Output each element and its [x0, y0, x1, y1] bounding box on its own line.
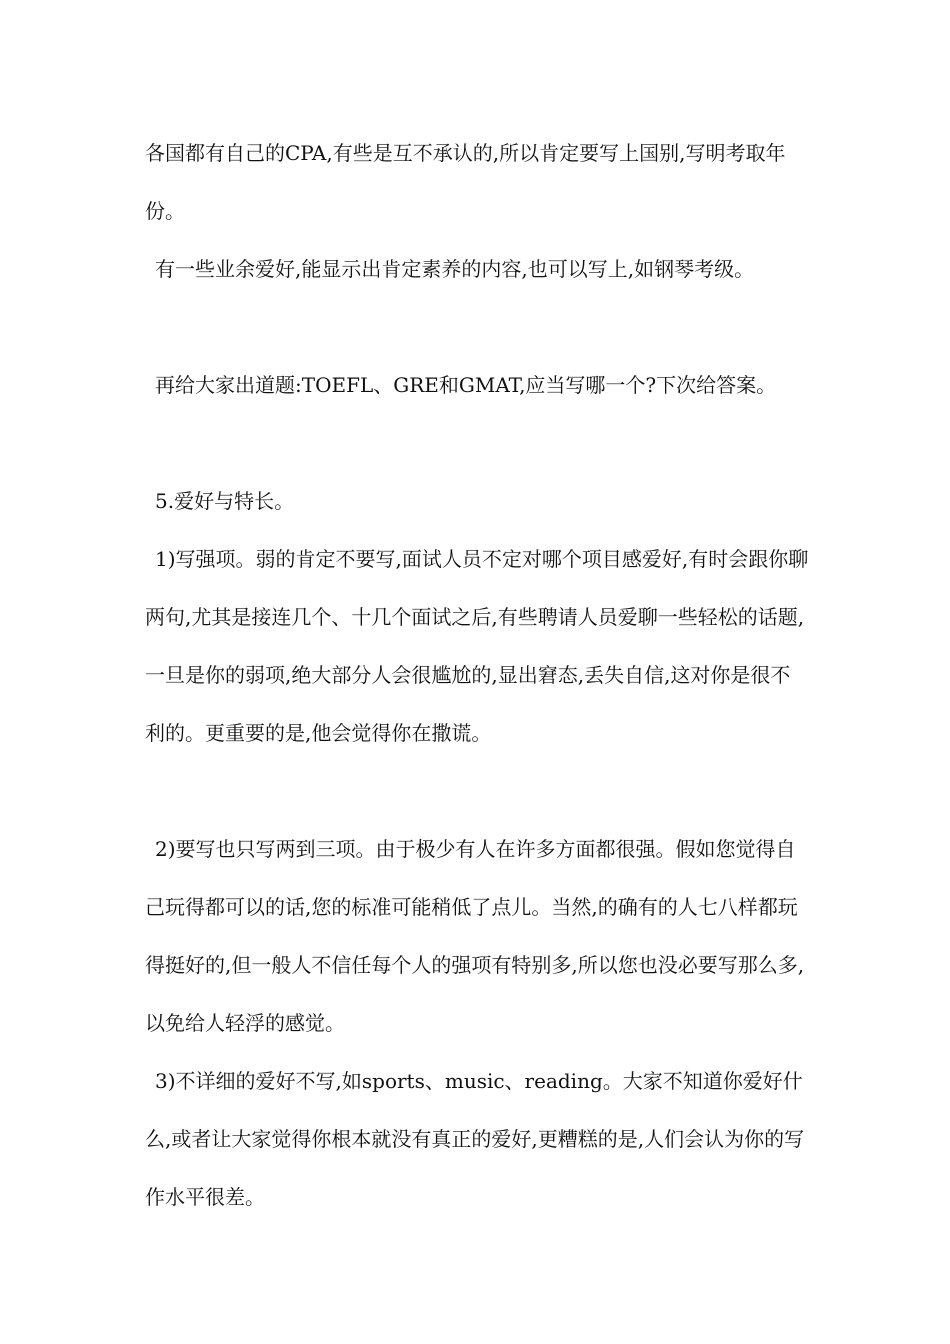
paragraph-point-3: 3)不详细的爱好不写,如sports、music、reading。大家不知道你爱好什么,或者让大家觉得你根本就没有真正的爱好,更糟糕的是,人们会认为你的写作水平很差。 — [145, 1069, 805, 1209]
paragraph-point-2: 2)要写也只写两到三项。由于极少有人在许多方面都很强。假如您觉得自己玩得都可以的话,您的标准可能稍低了点儿。当然,的确有的人七八样都玩得挺好的,但一般人不信任每个人的强项有特别多,所以您也没必要写那么多,以免给人轻浮的感觉。 — [145, 837, 805, 1035]
section-heading-hobbies: 5.爱好与特长。 — [155, 489, 295, 513]
paragraph-hobbies-qualification: 有一些业余爱好,能显示出肯定素养的内容,也可以写上,如钢琴考级。 — [155, 257, 755, 281]
paragraph-point-1: 1)写强项。弱的肯定不要写,面试人员不定对哪个项目感爱好,有时会跟你聊两句,尤其是接连几个、十几个面试之后,有些聘请人员爱聊一些轻松的话题,一旦是你的弱项,绝大部分人会很尴尬的,显出窘态,丢失自信,这对你是很不利的。更重要的是,他会觉得你在撒谎。 — [145, 547, 809, 745]
paragraph-cpa: 各国都有自己的CPA,有些是互不承认的,所以肯定要写上国别,写明考取年份。 — [145, 141, 786, 223]
paragraph-exam-question: 再给大家出道题:TOEFL、GRE和GMAT,应当写哪一个?下次给答案。 — [155, 373, 777, 397]
